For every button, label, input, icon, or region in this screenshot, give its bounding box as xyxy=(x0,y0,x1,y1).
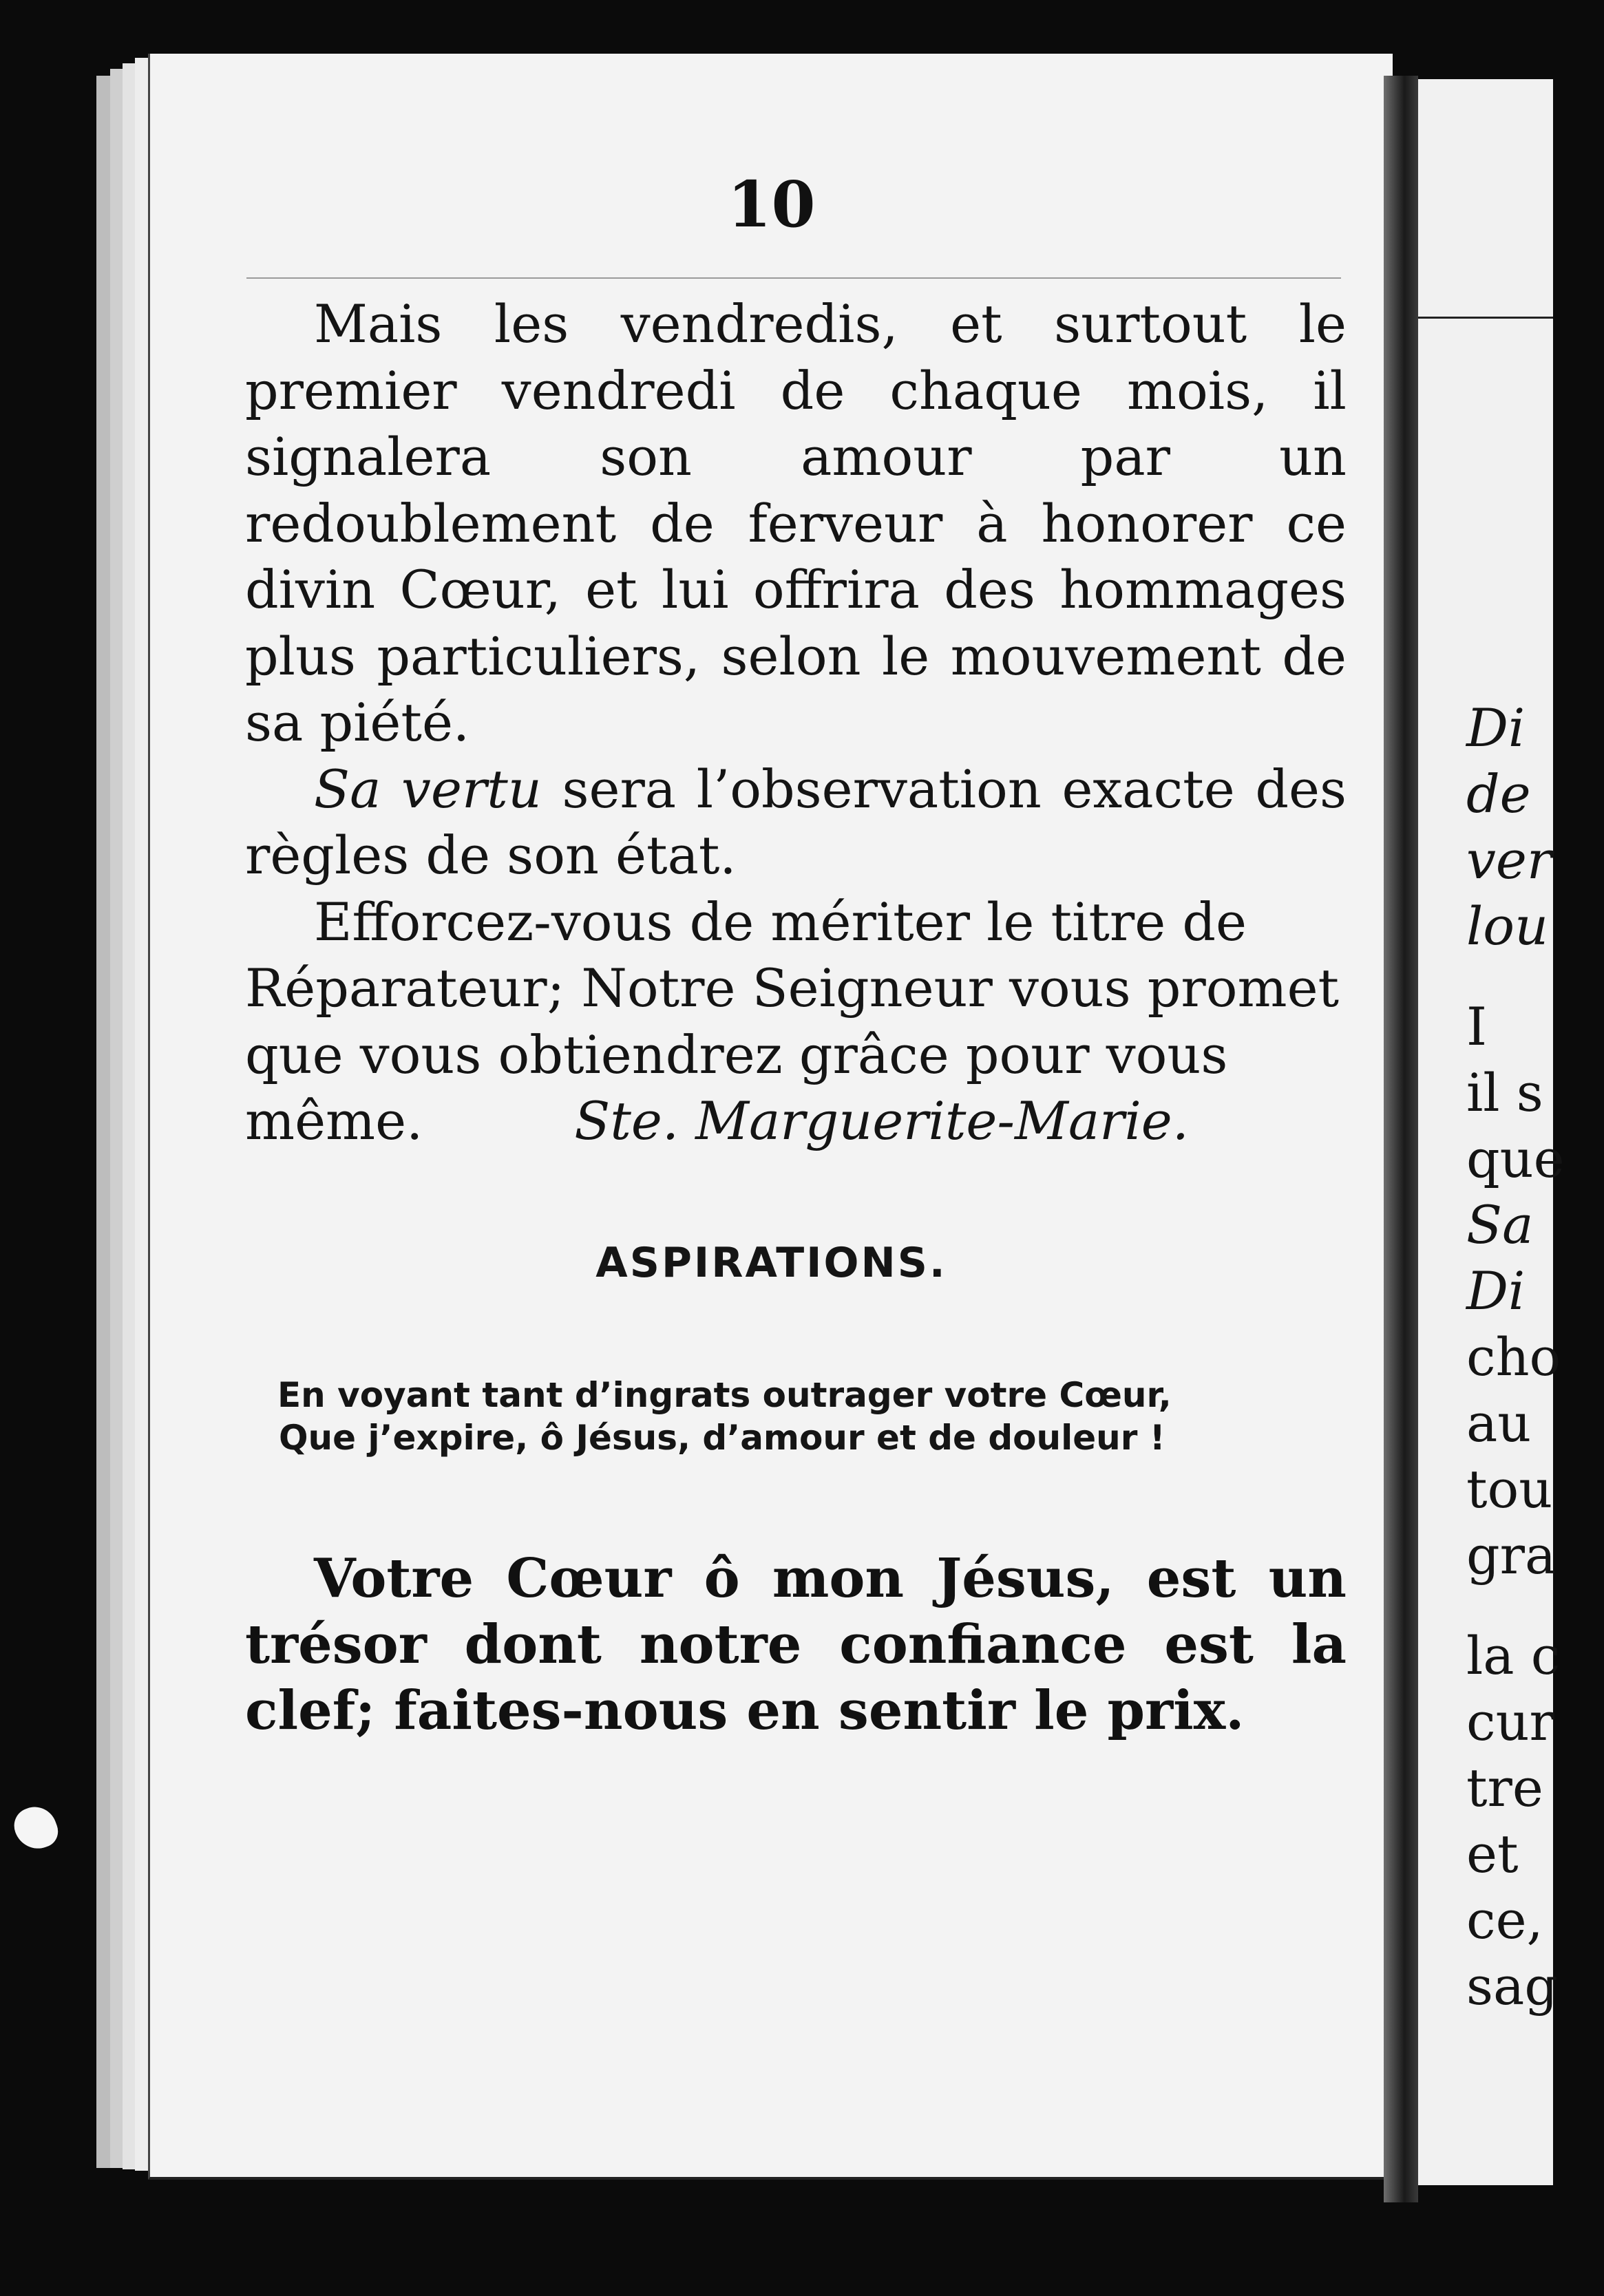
aspirations-heading: ASPIRATIONS. xyxy=(595,1239,947,1287)
aspiration-verse xyxy=(277,1374,1310,1459)
paper-blot xyxy=(9,1801,63,1856)
facing-fragment: I xyxy=(1466,996,1488,1057)
verse-line-1: En voyant tant d’ingrats outrager votre Cœur, xyxy=(277,1375,1172,1415)
virtue-label: Sa vertu xyxy=(314,758,542,820)
prayer-text xyxy=(245,1546,1347,1744)
facing-fragment: il s xyxy=(1466,1062,1543,1123)
signature: Ste. Marguerite-Marie. xyxy=(574,1090,1189,1151)
page-stack-edge xyxy=(110,69,124,2168)
page-stack-edge xyxy=(123,63,136,2169)
verse-line-2: Que j’expire, ô Jésus, d’amour et de douleur ! xyxy=(279,1418,1165,1458)
facing-fragment: Di xyxy=(1466,697,1526,758)
page-stack-edge xyxy=(96,76,112,2168)
paragraph-2-text: sera l’observation exacte des règles de son état. xyxy=(245,758,1347,886)
facing-fragment: cur xyxy=(1466,1691,1554,1752)
facing-fragment: que xyxy=(1466,1128,1565,1189)
facing-fragment: Di xyxy=(1466,1260,1526,1321)
paragraph-3 xyxy=(245,889,1347,1155)
facing-fragment: la c xyxy=(1466,1625,1561,1686)
facing-page xyxy=(1418,79,1565,2185)
facing-fragment: tou xyxy=(1466,1458,1553,1520)
left-page xyxy=(148,54,1393,2180)
facing-fragment: au xyxy=(1466,1392,1532,1454)
facing-page-text xyxy=(1466,695,1604,2019)
body-text xyxy=(245,291,1347,1155)
paragraph-2 xyxy=(245,756,1347,889)
facing-fragment: ce, xyxy=(1466,1889,1543,1950)
facing-page-rule xyxy=(1418,317,1553,319)
facing-fragment: et xyxy=(1466,1823,1519,1884)
paragraph-3-text: Efforcez-vous de mériter le titre de Réparateur; Notre Seigneur vous promet que vous obtiendrez grâce pour vous même. xyxy=(245,891,1340,1151)
header-rule xyxy=(246,277,1341,279)
page-number: 10 xyxy=(727,167,816,242)
facing-fragment: tre xyxy=(1466,1757,1543,1818)
facing-fragment: ver xyxy=(1466,829,1552,891)
book-gutter xyxy=(1384,76,1418,2202)
prayer-paragraph: Votre Cœur ô mon Jésus, est un trésor dont notre confiance est la clef; faites-nous en sentir le prix. xyxy=(245,1547,1347,1742)
facing-fragment: de xyxy=(1466,763,1531,825)
paragraph-1: Mais les vendredis, et surtout le premier vendredi de chaque mois, il signalera son amour par un redoublement de ferveur à honorer ce divin Cœur, et lui offrira des hommages plus particuliers, selon le mouvement de sa piété. xyxy=(245,293,1347,753)
facing-fragment: gra xyxy=(1466,1524,1556,1586)
facing-fragment: sag xyxy=(1466,1955,1558,2017)
facing-fragment: cho xyxy=(1466,1326,1561,1388)
facing-fragment: Sa xyxy=(1466,1194,1534,1255)
facing-fragment: lou xyxy=(1466,895,1549,957)
